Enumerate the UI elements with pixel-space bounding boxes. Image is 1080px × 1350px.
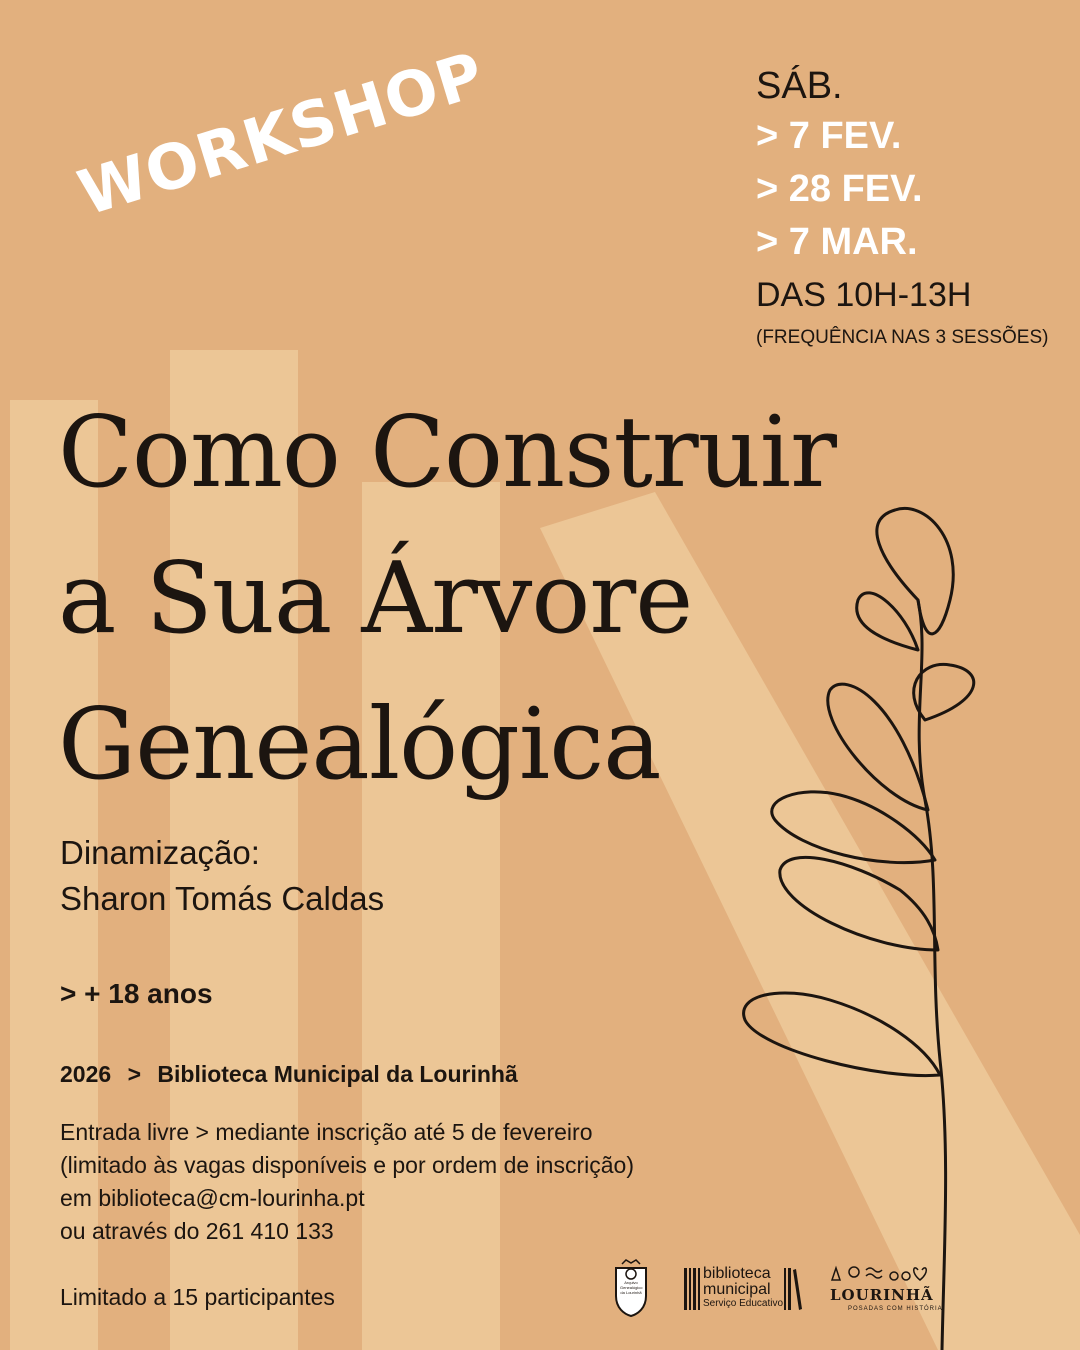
facilitator-label: Dinamização: [60,834,260,871]
facilitator-name: Sharon Tomás Caldas [60,880,385,917]
venue-place: Biblioteca Municipal da Lourinhã [157,1061,518,1087]
title-line: Como Construir [58,396,836,510]
biblioteca-logo-text [703,1266,783,1310]
schedule-hours: DAS 10H-13H [756,276,972,314]
info-line: (limitado às vagas disponíveis e por ordem de inscrição) [60,1152,634,1178]
info-phone[interactable]: ou através do 261 410 133 [60,1218,334,1244]
logo-lourinha [830,1258,943,1318]
venue-separator: > [127,1061,141,1087]
books-icon [783,1266,803,1316]
schedule-block [756,62,1048,349]
books-icon [683,1266,703,1316]
schedule-date: > 7 FEV. [756,115,902,157]
event-title [58,380,836,818]
info-email[interactable]: em biblioteca@cm-lourinha.pt [60,1185,365,1211]
biblioteca-line1: biblioteca [703,1265,771,1282]
title-line: Genealógica [58,688,661,802]
lourinha-logo-text: LOURINHÃ [830,1286,934,1304]
venue-line [60,1061,528,1088]
age-requirement: > + 18 anos [60,978,213,1009]
logo-arquivo [612,1258,650,1320]
arquivo-logo-text: Arquivo Genealógico da Lourinhã [620,1280,643,1295]
schedule-day: SÁB. [756,65,843,107]
biblioteca-sub: Serviço Educativo [703,1298,784,1309]
schedule-date: > 28 FEV. [756,168,923,210]
info-line: Entrada livre > mediante inscrição até 5 de fevereiro [60,1119,593,1145]
municipal-symbols-icon [830,1260,930,1284]
venue-year: 2026 [60,1061,112,1087]
facilitator-block [60,830,384,922]
lourinha-logo-sub: POSADAS COM HISTÓRIA [848,1306,943,1312]
schedule-note: (FREQUÊNCIA NAS 3 SESSÕES) [756,327,1049,348]
registration-info [60,1116,634,1248]
logo-biblioteca [683,1258,803,1314]
title-line: a Sua Árvore [58,542,693,656]
workshop-label: WORKSHOP [70,37,493,230]
biblioteca-line2: municipal [703,1281,771,1298]
schedule-date: > 7 MAR. [756,221,918,263]
participant-limit: Limitado a 15 participantes [60,1284,335,1310]
